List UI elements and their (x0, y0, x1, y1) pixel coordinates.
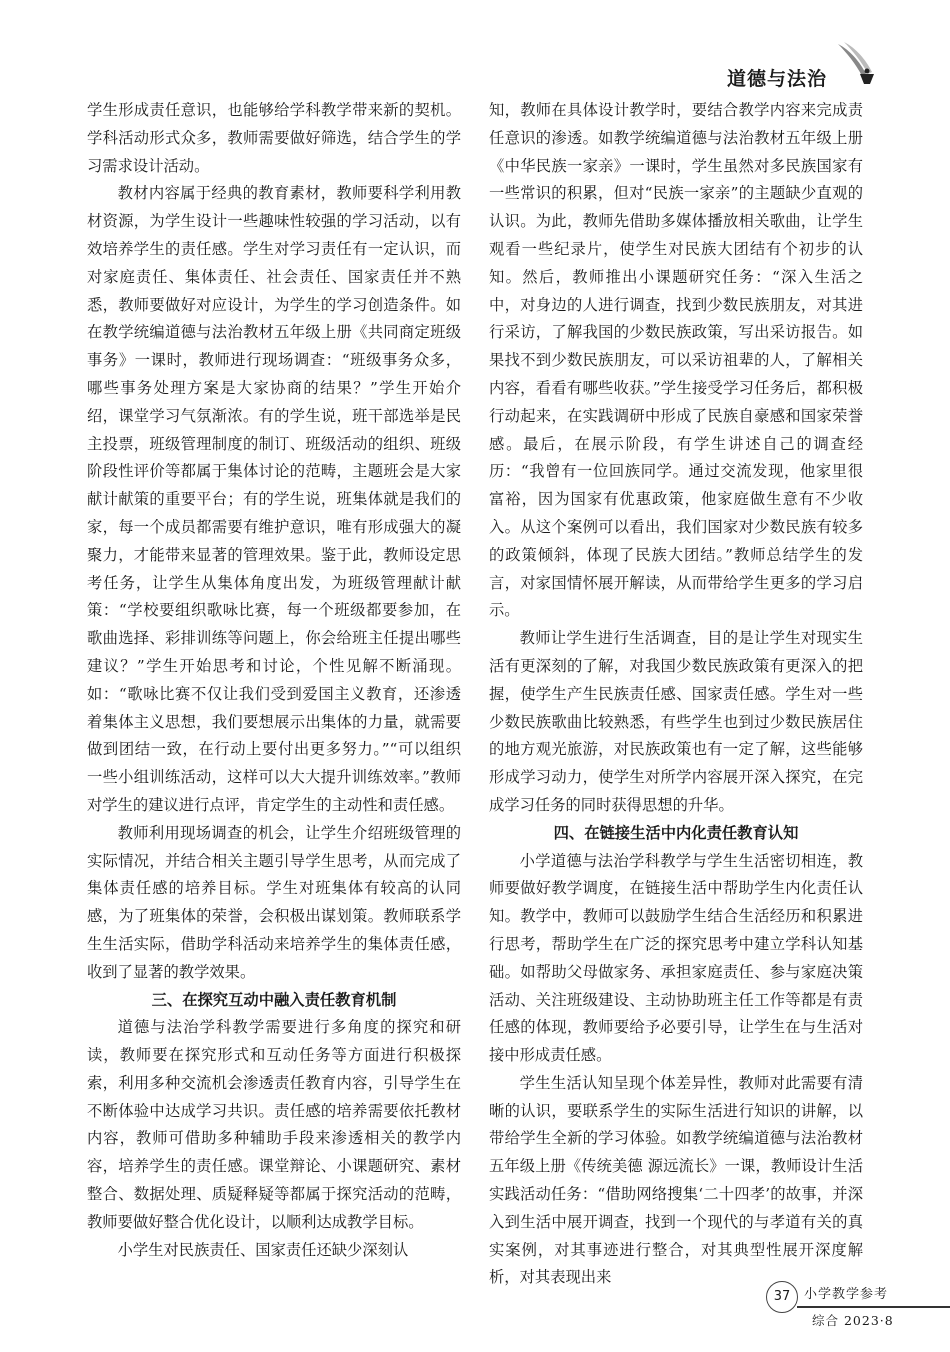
section-heading: 三、在探究互动中融入责任教育机制 (151, 990, 397, 1009)
paragraph: 小学道德与法治学科教学与学生生活密切相连，教师要做好教学调度，在链接生活中帮助学生内化责任认知。教学中，教师可以鼓励学生结合生活经历和积累进行思考，帮助学生在广泛的探究思考中建立学科认知基础。如帮助父母做家务、承担家庭责任、参与家庭决策活动、关注班级建设、主动协助班主任工作等都是有责任感的体现，教师要给予必要引导，让学生在与生活对接中形成责任感。 (489, 851, 863, 1065)
footer-rule (797, 1306, 950, 1308)
paragraph: 道德与法治学科教学需要进行多角度的探究和研读，教师要在探究形式和互动任务等方面进行积极探索，利用多种交流机会渗透责任教育内容，引导学生在不断体验中达成学习共识。责任感的培养需要依托教材内容，教师可借助多种辅助手段来渗透相关的教学内容，培养学生的责任感。课堂辩论、小课题研究、素材整合、数据处理、质疑释疑等都属于探究活动的范畴，教师要做好整合优化设计，以顺利达成教学目标。 (87, 1018, 461, 1231)
paragraph: 知，教师在具体设计教学时，要结合教学内容来完成责任意识的渗透。如教学统编道德与法治教材五年级上册《中华民族一家亲》一课时，学生虽然对多民族国家有一些常识的积累，但对“民族一家亲”的主题缺少直观的认识。为此，教师先借助多媒体播放相关歌曲，让学生观看一些纪录片，使学生对民族大团结有个初步的认知。然后，教师推出小课题研究任务：“深入生活之中，对身边的人进行调查，找到少数民族朋友，对其进行采访，了解我国的少数民族政策，写出采访报告。如果找不到少数民族朋友，可以采访祖辈的人，了解相关内容，看看有哪些收获。”学生接受学习任务后，都积极行动起来，在实践调研中形成了民族自豪感和国家荣誉感。最后，在展示阶段，有学生讲述自己的调查经历：“我曾有一位回族同学。通过交流发现，他家里很富裕，因为国家有优惠政策，他家庭做生意有不少收入。从这个案例可以看出，我们国家对少数民族有较多的政策倾斜，体现了民族大团结。”教师总结学生的发言，对家国情怀展开解读，从而带给学生更多的学习启示。 (489, 101, 863, 620)
paragraph: 学生生活认知呈现个体差异性，教师对此需要有清晰的认识，要联系学生的实际生活进行知识的讲解，以带给学生全新的学习体验。如教学统编道德与法治教材五年级上册《传统美德 源远流长》一课，教师设计生活实践活动任务：“借助网络搜集‘二十四孝’的故事，并深入到生活中展开调查，找到一个现代的与孝道有关的真实案例，对其事迹进行整合，对其典型性展开深度解析，对其表现出来 (489, 1073, 863, 1287)
issue-label: 综合 2023·8 (812, 1313, 894, 1328)
paragraph: 小学生对民族责任、国家责任还缺少深刻认 (117, 1240, 409, 1259)
left-column (87, 97, 461, 1264)
journal-name: 小学教学参考 (804, 1287, 889, 1302)
page-number: 37 (766, 1281, 798, 1313)
paragraph: 教材内容属于经典的教育素材，教师要科学利用教材资源，为学生设计一些趣味性较强的学习活动，以有效培养学生的责任感。学生对学习责任有一定认识，而对家庭责任、集体责任、社会责任、国家责任并不熟悉，教师要做好对应设计，为学生的学习创造条件。如在教学统编道德与法治教材五年级上册《共同商定班级事务》一课时，教师进行现场调查：“班级事务众多，哪些事务处理方案是大家协商的结果？”学生开始介绍，课堂学习气氛渐浓。有的学生说，班干部选举是民主投票，班级管理制度的制订、班级活动的组织、班级阶段性评价等都属于集体讨论的范畴，主题班会是大家献计献策的重要平台；有的学生说，班集体就是我们的家，每一个成员都需要有维护意识，唯有形成强大的凝聚力，才能带来显著的管理效果。鉴于此，教师设定思考任务，让学生从集体角度出发，为班级管理献计献策：“学校要组织歌咏比赛，每一个班级都要参加，在歌曲选择、彩排训练等问题上，你会给班主任提出哪些建议？”学生开始思考和讨论，个性见解不断涌现。如：“歌咏比赛不仅让我们受到爱国主义教育，还渗透着集体主义思想，我们要想展示出集体的力量，就需要做到团结一致，在行动上要付出更多努力。”“可以组织一些小组训练活动，这样可以大大提升训练效率。”教师对学生的建议进行点评，肯定学生的主动性和责任感。 (87, 184, 461, 814)
section-title: 道德与法治 (727, 68, 828, 90)
paragraph: 教师利用现场调查的机会，让学生介绍班级管理的实际情况，并结合相关主题引导学生思考，从而完成了集体责任感的培养目标。学生对班集体有较高的认同感，为了班集体的荣誉，会积极出谋划策。教师联系学生生活实际，借助学科活动来培养学生的集体责任感，收到了显著的教学效果。 (87, 823, 461, 981)
paragraph: 学生形成责任意识，也能够给学科教学带来新的契机。学科活动形式众多，教师需要做好筛选，结合学生的学习需求设计活动。 (87, 101, 461, 175)
section-heading: 四、在链接生活中内化责任教育认知 (553, 823, 799, 842)
pen-nib-logo-icon (830, 40, 878, 86)
right-column (489, 97, 863, 1292)
paragraph: 教师让学生进行生活调查，目的是让学生对现实生活有更深刻的了解，对我国少数民族政策有更深入的把握，使学生产生民族责任感、国家责任感。学生对一些少数民族歌曲比较熟悉，有些学生也到过少数民族居住的地方观光旅游，对民族政策也有一定了解，这些能够形成学习动力，使学生对所学内容展开深入探究，在完成学习任务的同时获得思想的升华。 (489, 629, 863, 814)
